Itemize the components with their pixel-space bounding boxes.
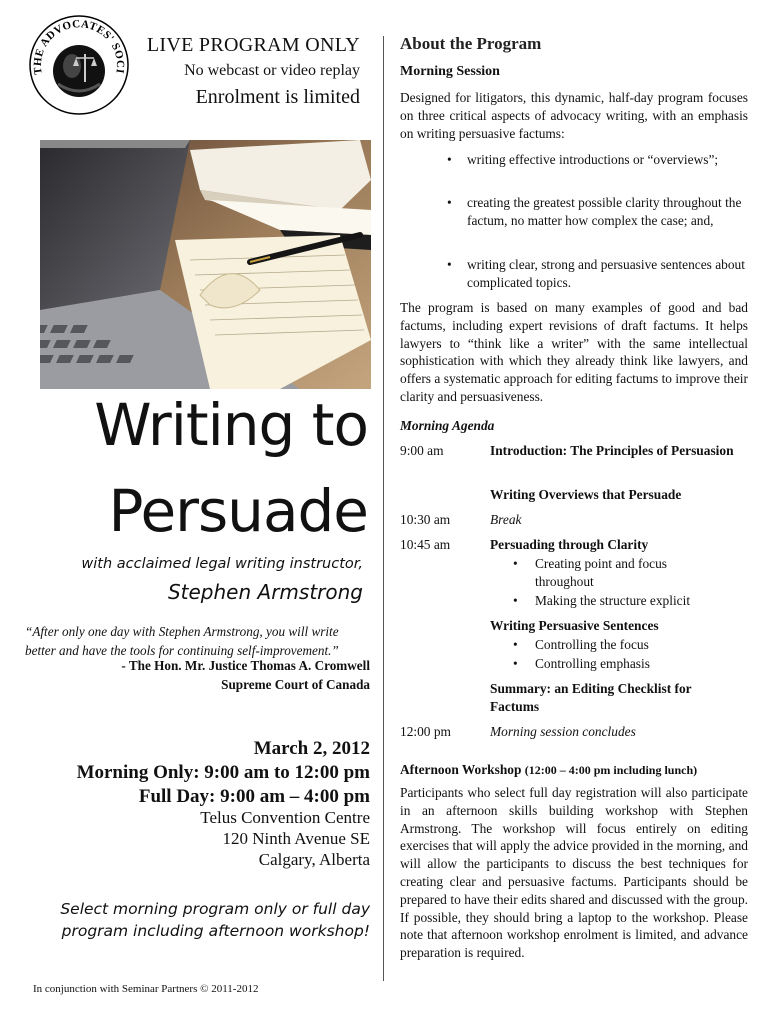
instructor-name: Stephen Armstrong: [167, 580, 363, 604]
afternoon-body: Participants who select full day registration will also participate in an afternoon skills building workshop with Stephen Armstrong. The workshop will focus entirely on editing exercises that will apply the advice provided in the morning, and will allow the participants to discuss the best techniques for creating clear and persuasive factums. Participants should be prepared to have their edits shared and discussed with the group. If possible, they should bring a laptop to the workshop. Please note that afternoon workshop enrolment is limited, and advance preparation is required.: [400, 785, 748, 961]
afternoon-heading: [400, 762, 748, 778]
title-line-2: Persuade: [108, 477, 368, 545]
agenda-time: 12:00 pm: [400, 724, 451, 739]
list-item: • creating the greatest possible clarity throughout the factum, no matter how complex the case; and,: [447, 194, 757, 230]
about-heading: About the Program: [400, 34, 542, 53]
list-item: • writing effective introductions or “overviews”;: [447, 151, 757, 169]
event-address: 120 Ninth Avenue SE: [222, 829, 370, 848]
select-note-line-1: Select morning program only or full day: [60, 900, 370, 918]
testimonial-court: Supreme Court of Canada: [221, 677, 370, 692]
agenda-item: Persuading through Clarity: [490, 537, 649, 552]
event-fullday-time: Full Day: 9:00 am – 4:00 pm: [138, 786, 370, 807]
agenda-item: Writing Overviews that Persuade: [490, 487, 682, 502]
agenda-item: Morning session concludes: [490, 724, 636, 739]
about-intro: Designed for litigators, this dynamic, half-day program focuses on three critical aspects of advocacy writing, with an emphasis on writing persuasive factums:: [400, 90, 748, 141]
title-line-1: Writing to: [94, 391, 368, 459]
agenda-item: Writing Persuasive Sentences: [490, 618, 659, 633]
testimonial-attribution: - The Hon. Mr. Justice Thomas A. Cromwell: [121, 658, 370, 673]
event-morning-time: Morning Only: 9:00 am to 12:00 pm: [76, 762, 370, 783]
agenda-time: 9:00 am: [400, 443, 444, 458]
about-body: The program is based on many examples of good and bad factums, including expert revisions of draft factums. It helps lawyers to “think like a writer” with the same intellectual sophistication with which they already think like lawyers, and offers a systematic approach for editing factums to improve their clarity and persuasiveness.: [400, 300, 748, 404]
agenda-subitem: • Controlling emphasis: [535, 655, 650, 673]
agenda-item: Break: [490, 512, 522, 527]
svg-text:THE ADVOCATES' SOCIETY: THE ADVOCATES' SOCI: [31, 18, 127, 76]
agenda-item: Summary: an Editing Checklist for Factums: [490, 681, 692, 714]
column-divider: [383, 36, 384, 981]
agenda-subitem: • Making the structure explicit: [535, 592, 690, 610]
event-date: March 2, 2012: [253, 738, 370, 759]
event-city: Calgary, Alberta: [258, 850, 370, 869]
enrolment-limited-notice: Enrolment is limited: [195, 86, 360, 108]
list-item: • writing clear, strong and persuasive sentences about complicated topics.: [447, 256, 757, 292]
agenda-time: 10:30 am: [400, 512, 451, 527]
agenda-item: Introduction: The Principles of Persuasion: [490, 443, 734, 458]
event-venue: Telus Convention Centre: [200, 808, 370, 827]
agenda-subitem: • Controlling the focus: [535, 636, 649, 654]
testimonial-quote: “After only one day with Stephen Armstrong, you will write better and have the tools for continuing self-improvement.”: [25, 624, 339, 658]
agenda-heading: Morning Agenda: [400, 418, 495, 433]
select-note-line-2: program including afternoon workshop!: [61, 922, 370, 940]
afternoon-time: (12:00 – 4:00 pm including lunch): [524, 763, 698, 777]
agenda-subitem: • Creating point and focus: [535, 555, 667, 573]
footer-copyright: In conjunction with Seminar Partners © 2011-2012: [33, 983, 259, 995]
morning-session-heading: Morning Session: [400, 64, 500, 79]
agenda-time: 10:45 am: [400, 537, 451, 552]
agenda-subitem-continued: throughout: [535, 574, 594, 589]
no-webcast-notice: No webcast or video replay: [184, 62, 360, 79]
advocates-society-seal-icon: [28, 14, 130, 116]
afternoon-title: Afternoon Workshop: [400, 762, 522, 777]
live-program-notice: LIVE PROGRAM ONLY: [146, 34, 360, 56]
laptop-books-photo: [40, 140, 371, 389]
subtitle: with acclaimed legal writing instructor,: [81, 556, 363, 572]
